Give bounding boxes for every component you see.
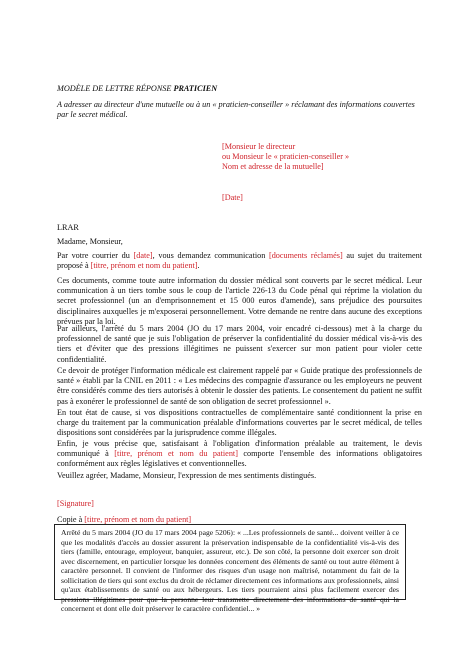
signature-placeholder: [Signature] bbox=[57, 499, 94, 508]
paragraph-arrete: Par ailleurs, l'arrêté du 5 mars 2004 (JO du 17 mars 2004, voir encadré ci-dessous) met à la charge du professionnel de santé que je suis l'obligation de préserver la confidentialité du dossier médical vis-à-vis des tiers et d'éviter que des pressions illégitimes ne puissent s'exercer sur mon patient pour violer cette confidentialité. bbox=[57, 324, 422, 364]
arrete-quote-box bbox=[54, 524, 406, 613]
lrar-label: LRAR bbox=[57, 223, 79, 232]
letter-model-title bbox=[57, 84, 437, 94]
copy-line: Copie à [titre, prénom et nom du patient] bbox=[57, 515, 192, 524]
letter-model-subtitle: A adresser au directeur d'une mutuelle ou à un « praticien-conseiller » réclamant des informations couvertes par le secret médical. bbox=[57, 100, 415, 120]
patient-field: [titre, prénom et nom du patient] bbox=[90, 261, 198, 271]
recipient-line-3: Nom et adresse de la mutuelle] bbox=[222, 162, 324, 172]
patient-field: [titre, prénom et nom du patient] bbox=[114, 449, 238, 459]
paragraph-secret: Ces documents, comme toute autre information du dossier médical sont couverts par le secret médical. Leur communication à un tiers tombe sous le coup de l'article 226-13 du Code pénal qui réprime la violation du secret professionnel (un an d'emprisonnement et 15 000 euros d'amende), sans préjudice des poursuites disciplinaires auxquelles je m'exposerai personnellement. Votre demande ne rentre dans aucune des exceptions prévues par la loi. bbox=[57, 276, 422, 326]
salutation: Madame, Monsieur, bbox=[57, 237, 123, 246]
paragraph-jurisprudence: En tout état de cause, si vos dispositions contractuelles de complémentaire santé conditionnent la prise en charge du traitement par la communication préalable d'informations couvertes par le secret médical, de telles dispositions sont considérées par la jurisprudence comme illégales. bbox=[57, 408, 422, 438]
recipient-block bbox=[222, 142, 402, 173]
date-placeholder: [Date] bbox=[222, 193, 243, 202]
recipient-line-1: [Monsieur le directeur bbox=[222, 142, 296, 151]
arrete-quote-text: Arrêté du 5 mars 2004 (JO du 17 mars 2004 page 5206): « ...Les professionnels de santé... doivent veiller à ce que les modalités d'accès au dossier assurent la préservation indispensable de la confidentialité vis-à-vis des tiers (famille, entourage, employeur, banquier, assureur, etc.). De son côté, la personne doit exercer son droit avec discernement, en particulier lorsque les données concernent des éléments de santé ou tout autre élément à caractère personnel. Il convient de l'informer des risques d'un usage non maîtrisé, notamment du fait de la sollicitation de tiers qui sont exclus du droit de réclamer directement ces informations aux professionnels, ainsi qu'aux établissements de santé ou aux hébergeurs. Les tiers pourraient ainsi plus facilement exercer des pressions illégitimes pour que la personne leur transmette directement des informations de santé qui la concernent et dont elle doit préserver le caractère confidentiel... » bbox=[61, 528, 399, 613]
paragraph-cnil: Ce devoir de protéger l'information médicale est clairement rappelé par « Guide pratique des professionnels de santé » établi par la CNIL en 2011 : « Les médecins des compagnie d'assurance ou les employeurs ne peuvent être considérés comme des tiers autorisés à obtenir le dossier des patients. Le consentement du patient ne suffit pas à exonérer le professionnel de santé de son obligation de secret professionnel ». bbox=[57, 366, 422, 406]
title-prefix: MODÈLE DE LETTRE RÉPONSE bbox=[57, 84, 174, 93]
paragraph-devis: Enfin, je vous précise que, satisfaisant à l'obligation d'information préalable au traitement, le devis communiqué à [titre, prénom et nom du patient] comporte l'ensemble des informations obligatoires conformément aux règles législatives et conventionnelles. bbox=[57, 439, 422, 469]
paragraph-request: Par votre courrier du [date], vous demandez communication [documents réclamés] au sujet du traitement proposé à [titre, prénom et nom du patient]. bbox=[57, 251, 422, 271]
patient-field: [titre, prénom et nom du patient] bbox=[84, 515, 192, 524]
date-field: [date] bbox=[133, 251, 153, 260]
documents-field: [documents réclamés] bbox=[268, 251, 343, 260]
closing: Veuillez agréer, Madame, Monsieur, l'expression de mes sentiments distingués. bbox=[57, 471, 317, 480]
title-bold: PRATICIEN bbox=[173, 84, 218, 93]
recipient-line-2: ou Monsieur le « praticien-conseiller » bbox=[222, 152, 350, 162]
